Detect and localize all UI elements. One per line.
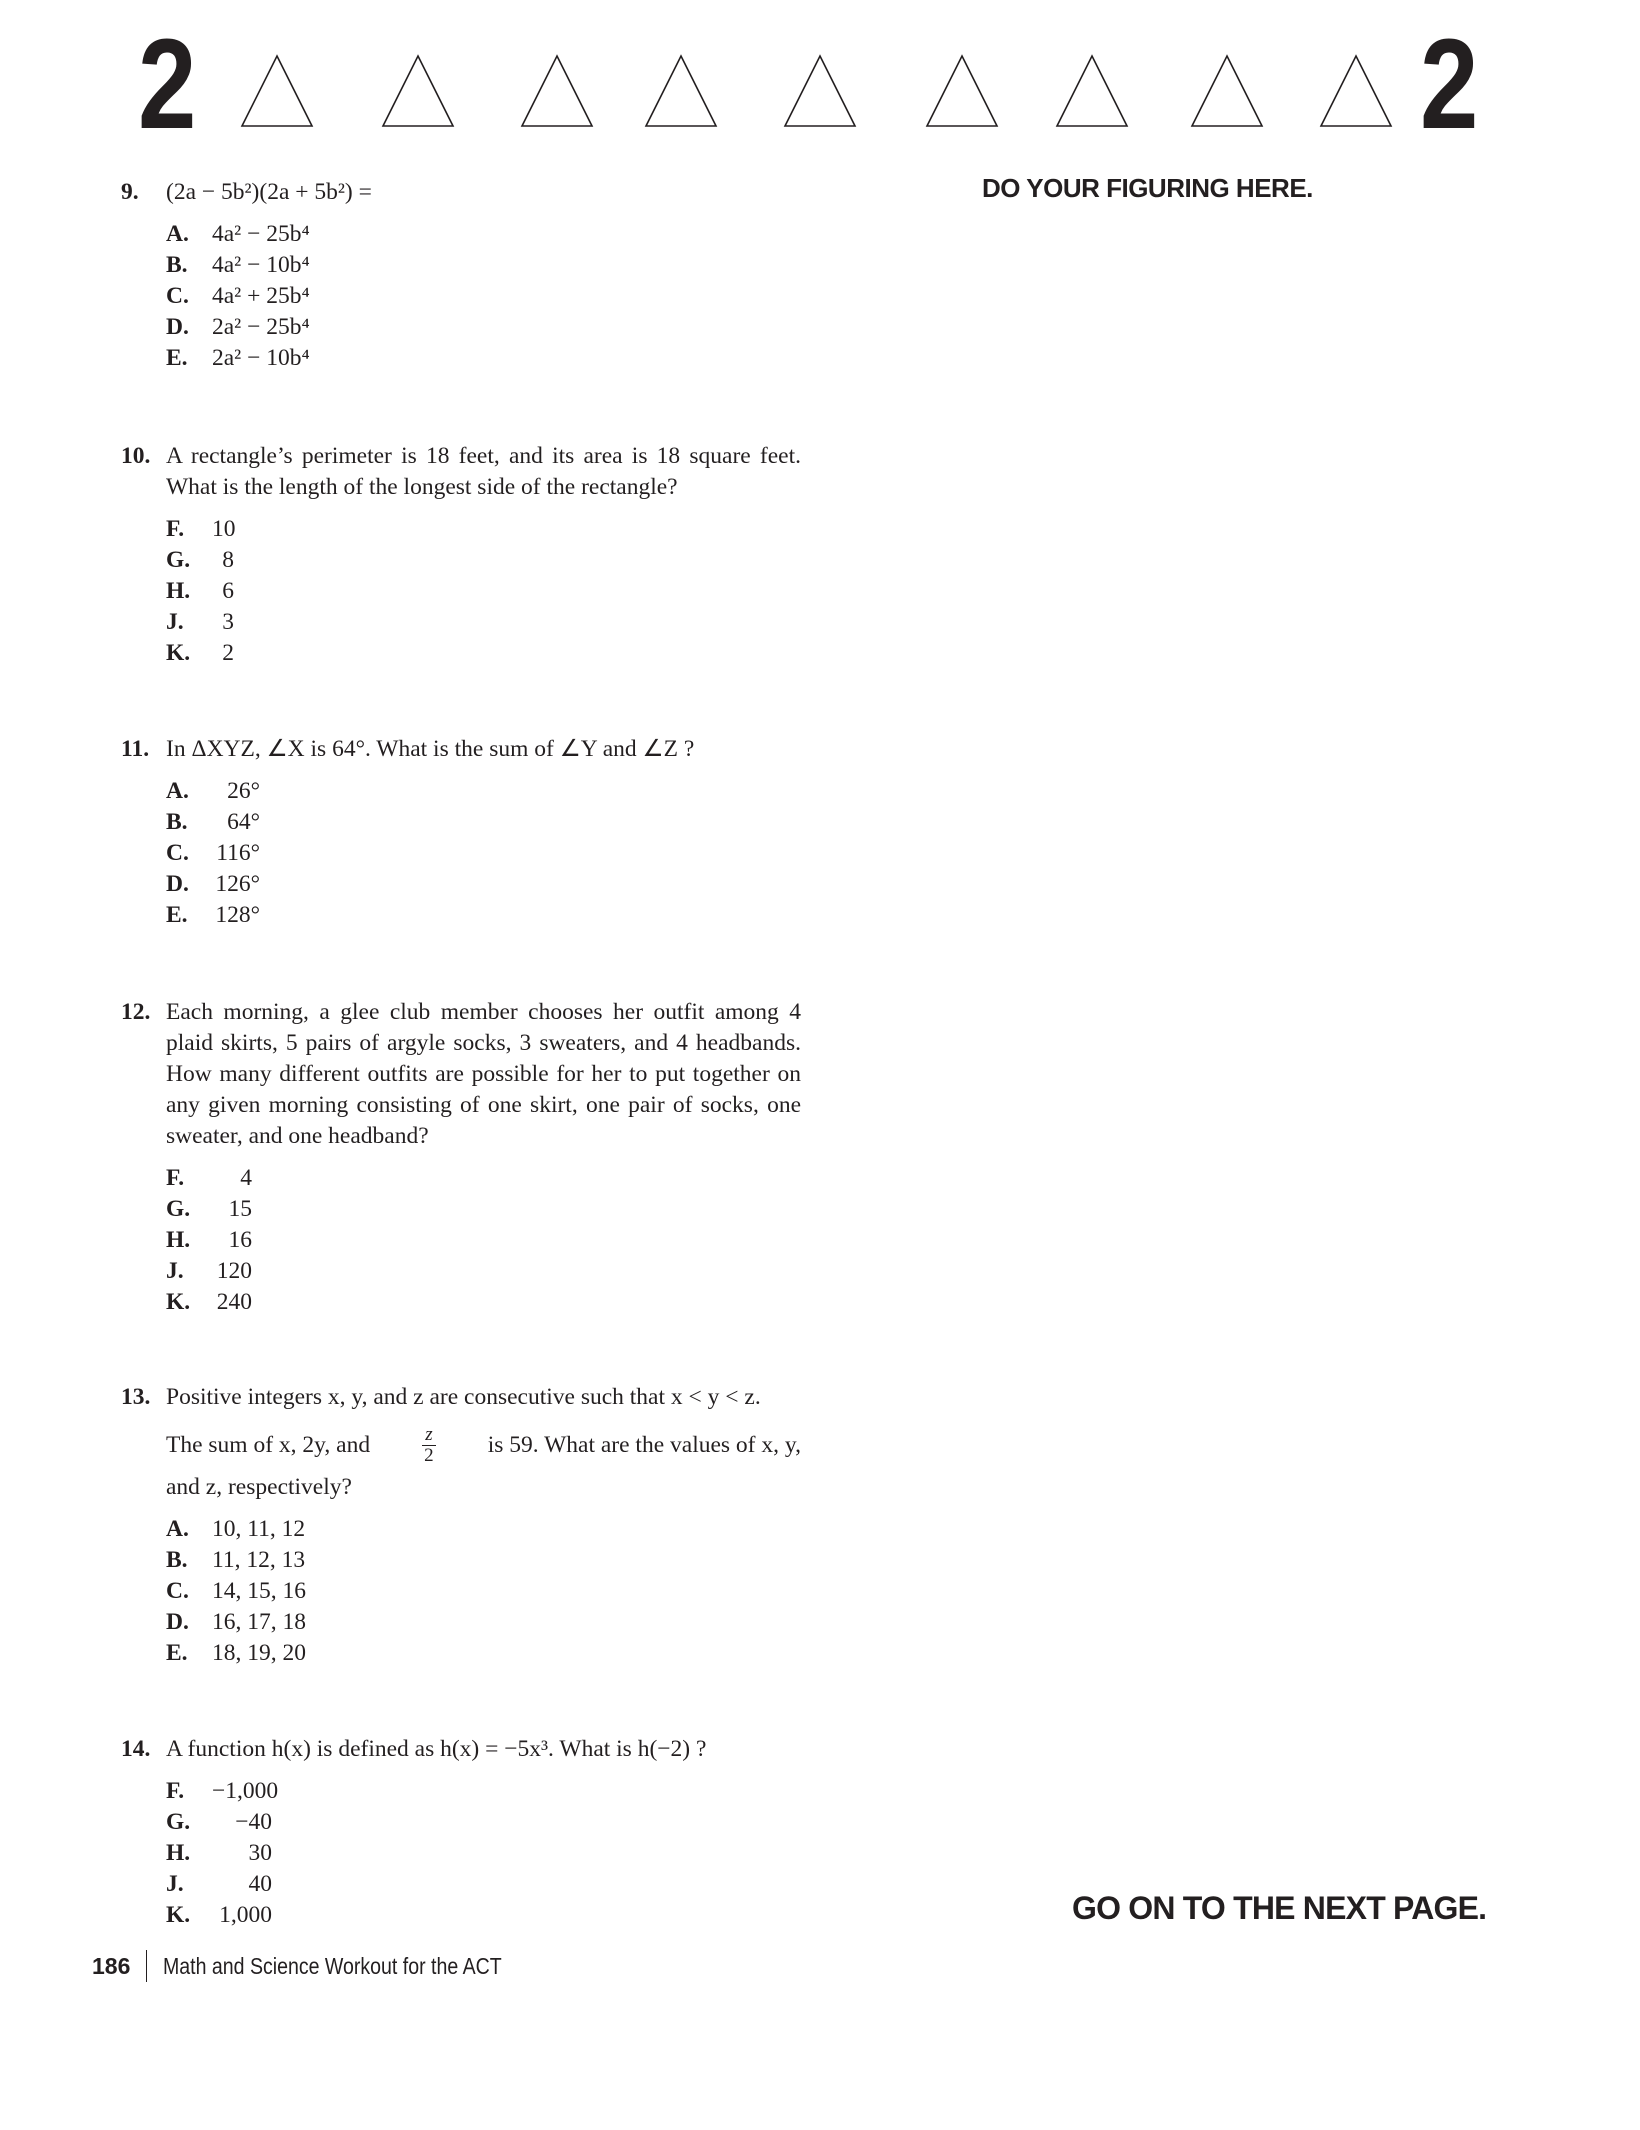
answer-choice[interactable] — [166, 514, 801, 545]
section-number-left: 2 — [138, 13, 197, 156]
choice-value: 16 — [228, 1227, 252, 1253]
choice-letter: B. — [166, 252, 188, 278]
answer-choice[interactable] — [166, 219, 801, 250]
answer-choice[interactable] — [166, 1607, 801, 1638]
answer-choice[interactable] — [166, 638, 801, 669]
choice-value: 128° — [215, 902, 260, 928]
choice-letter: G. — [166, 1196, 191, 1222]
choice-value: 4a² − 25b⁴ — [212, 221, 310, 247]
triangle-icon — [1319, 54, 1393, 128]
question-13 — [121, 1382, 801, 1669]
choice-letter: K. — [166, 1902, 191, 1928]
choice-letter: F. — [166, 1778, 185, 1804]
choice-letter: G. — [166, 1809, 191, 1835]
triangle-icon — [520, 54, 594, 128]
figuring-note: DO YOUR FIGURING HERE. — [982, 173, 1313, 203]
choice-value: 11, 12, 13 — [212, 1547, 306, 1573]
triangle-icon — [381, 54, 455, 128]
answer-choice[interactable] — [166, 1776, 801, 1807]
answer-choices — [166, 219, 801, 374]
answer-choice[interactable] — [166, 1287, 801, 1318]
fraction-numerator: z — [422, 1425, 435, 1446]
choice-letter: K. — [166, 640, 191, 666]
page-number: 186 — [92, 1952, 131, 1979]
choice-value: 6 — [222, 578, 234, 604]
question-stem: (2a − 5b²)(2a + 5b²) = — [166, 179, 372, 205]
stem-line: and z, respectively? — [166, 1474, 352, 1500]
choice-value: −40 — [235, 1809, 272, 1835]
choice-value: 2a² − 25b⁴ — [212, 314, 310, 340]
stem-text: is 59. What are the values of x, y, — [487, 1431, 801, 1458]
answer-choice[interactable] — [166, 869, 801, 900]
choice-letter: J. — [166, 1258, 184, 1284]
choice-value: 30 — [248, 1840, 272, 1866]
book-title: Math and Science Workout for the ACT — [163, 1952, 503, 1979]
answer-choice[interactable] — [166, 1256, 801, 1287]
choice-letter: C. — [166, 283, 189, 309]
triangle-icon — [1190, 54, 1264, 128]
triangle-icon — [925, 54, 999, 128]
question-number: 10. — [121, 443, 151, 469]
choice-value: 116° — [216, 840, 260, 866]
choice-value: 16, 17, 18 — [212, 1609, 306, 1635]
choice-value: 18, 19, 20 — [212, 1640, 306, 1666]
go-on-notice: GO ON TO THE NEXT PAGE. — [1072, 1890, 1487, 1926]
footer-divider — [146, 1950, 147, 1982]
choice-value: 126° — [215, 871, 260, 897]
question-stem: A function h(x) is defined as h(x) = −5x³. What is h(−2) ? — [166, 1736, 707, 1762]
choice-value: 10, 11, 12 — [212, 1516, 306, 1542]
choice-letter: H. — [166, 1227, 191, 1253]
answer-choice[interactable] — [166, 576, 801, 607]
choice-letter: E. — [166, 345, 188, 371]
choice-letter: H. — [166, 1840, 191, 1866]
answer-choice[interactable] — [166, 343, 801, 374]
choice-value: 4 — [240, 1165, 252, 1191]
choice-letter: B. — [166, 809, 188, 835]
choice-value: 14, 15, 16 — [212, 1578, 306, 1604]
answer-choice[interactable] — [166, 1514, 801, 1545]
choice-value: 2 — [222, 640, 234, 666]
answer-choices — [166, 1514, 801, 1669]
question-14 — [121, 1734, 801, 1931]
choice-letter: F. — [166, 1165, 185, 1191]
choice-value: 8 — [222, 547, 234, 573]
stem-line: Positive integers x, y, and z are consecutive such that x < y < z. — [166, 1384, 761, 1410]
choice-letter: D. — [166, 871, 189, 897]
choice-letter: E. — [166, 902, 188, 928]
question-stem: In ΔXYZ, ∠X is 64°. What is the sum of ∠Y and ∠Z ? — [166, 736, 695, 762]
question-stem: Each morning, a glee club member chooses her outfit among 4 plaid skirts, 5 pairs of argyle socks, 3 sweaters, and 4 headbands. How many different outfits are possible for her to put together on any given morning consisting of one skirt, one pair of socks, one sweater, and one headband? — [166, 999, 801, 1149]
answer-choice[interactable] — [166, 1900, 801, 1931]
question-9 — [121, 177, 801, 374]
choice-value: 15 — [228, 1196, 252, 1222]
triangle-icon — [1055, 54, 1129, 128]
question-12 — [121, 997, 801, 1318]
answer-choice[interactable] — [166, 807, 801, 838]
answer-choice[interactable] — [166, 607, 801, 638]
answer-choice[interactable] — [166, 1638, 801, 1669]
choice-value: 10 — [212, 516, 236, 542]
choice-value: 3 — [222, 609, 234, 635]
question-number: 9. — [121, 179, 139, 205]
choice-letter: D. — [166, 314, 189, 340]
question-number: 11. — [121, 736, 150, 762]
answer-choice[interactable] — [166, 838, 801, 869]
choice-letter: E. — [166, 1640, 188, 1666]
triangle-icon — [644, 54, 718, 128]
question-number: 12. — [121, 999, 151, 1025]
answer-choice[interactable] — [166, 1545, 801, 1576]
choice-letter: J. — [166, 609, 184, 635]
answer-choice[interactable] — [166, 281, 801, 312]
choice-letter: C. — [166, 840, 189, 866]
fraction-denominator: 2 — [424, 1444, 434, 1466]
question-11 — [121, 734, 801, 931]
question-stem: A rectangle’s perimeter is 18 feet, and its area is 18 square feet. What is the length of the longest side of the rectangle? — [166, 443, 801, 500]
choice-letter: A. — [166, 778, 189, 804]
question-number: 13. — [121, 1384, 151, 1410]
answer-choices — [166, 514, 801, 669]
choice-letter: J. — [166, 1871, 184, 1897]
answer-choice[interactable] — [166, 312, 801, 343]
choice-letter: C. — [166, 1578, 189, 1604]
answer-choice[interactable] — [166, 1163, 801, 1194]
question-10 — [121, 441, 801, 669]
answer-choice[interactable] — [166, 1194, 801, 1225]
fraction — [422, 1425, 435, 1466]
choice-value: 4a² + 25b⁴ — [212, 283, 310, 309]
choice-letter: G. — [166, 547, 191, 573]
triangle-icon — [783, 54, 857, 128]
answer-choices — [166, 776, 801, 931]
choice-letter: D. — [166, 1609, 189, 1635]
triangle-icon — [240, 54, 314, 128]
answer-choices — [166, 1163, 801, 1318]
choice-value: 26° — [227, 778, 260, 804]
choice-value: 2a² − 10b⁴ — [212, 345, 310, 371]
page-footer — [92, 1950, 562, 1982]
choice-letter: A. — [166, 1516, 189, 1542]
answer-choice[interactable] — [166, 900, 801, 931]
choice-value: 120 — [216, 1258, 252, 1284]
answer-choice[interactable] — [166, 1225, 801, 1256]
choice-letter: K. — [166, 1289, 191, 1315]
choice-value: 240 — [216, 1289, 252, 1315]
question-number: 14. — [121, 1736, 151, 1762]
answer-choice[interactable] — [166, 545, 801, 576]
section-number-right: 2 — [1420, 13, 1479, 156]
answer-choices — [166, 1776, 801, 1931]
answer-choice[interactable] — [166, 250, 801, 281]
answer-choice[interactable] — [166, 1576, 801, 1607]
choice-value: 40 — [248, 1871, 272, 1897]
choice-value: 4a² − 10b⁴ — [212, 252, 310, 278]
choice-letter: F. — [166, 516, 185, 542]
choice-value: 64° — [227, 809, 260, 835]
question-stem — [166, 1382, 801, 1503]
answer-choice[interactable] — [166, 1838, 801, 1869]
choice-value: −1,000 — [212, 1778, 279, 1804]
choice-letter: H. — [166, 578, 191, 604]
stem-text: The sum of x, 2y, and — [166, 1431, 371, 1458]
answer-choice[interactable] — [166, 776, 801, 807]
choice-letter: A. — [166, 221, 189, 247]
stem-line — [166, 1423, 801, 1467]
choice-letter: B. — [166, 1547, 188, 1573]
choice-value: 1,000 — [219, 1902, 272, 1928]
answer-choice[interactable] — [166, 1869, 801, 1900]
answer-choice[interactable] — [166, 1807, 801, 1838]
